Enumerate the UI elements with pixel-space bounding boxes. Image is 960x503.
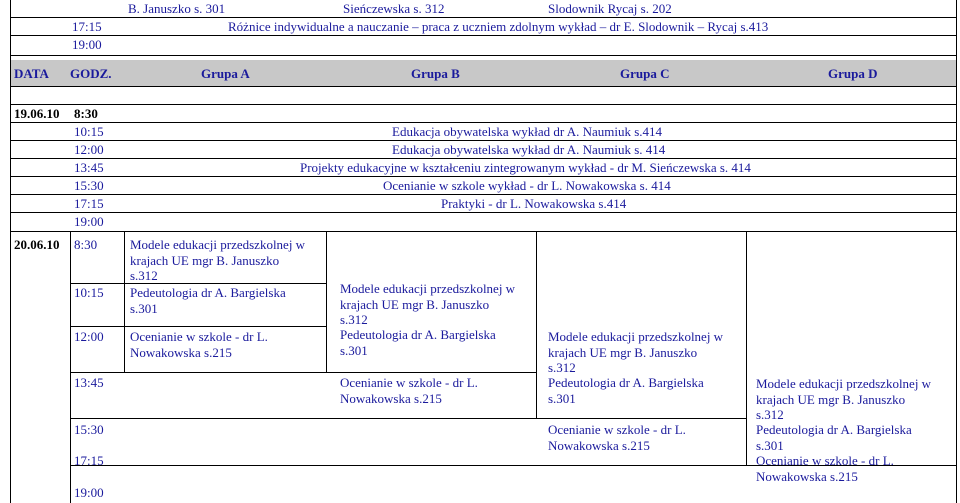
header-time: GODZ. [70,66,112,81]
divider [10,17,956,18]
top-row-a: B. Januszko s. 301 [128,1,226,16]
top-row-c: Slodownik Rycaj s. 202 [548,1,672,16]
day1-event-1530: Ocenianie w szkole wykład - dr L. Nowakowska s. 414 [383,178,671,193]
day1-time-1345: 13:45 [74,160,104,175]
d-ped-line2: s.301 [756,438,784,453]
a-oc-line2: Nowakowska s.215 [130,345,232,360]
d-ped-line1: Pedeutologia dr A. Bargielska [756,422,912,437]
grid-line [536,232,537,418]
divider [10,140,956,141]
c-model-line1: Modele edukacji przedszkolnej w [548,329,724,344]
a-model-line3: s.312 [130,268,158,283]
d-oc-line1: Ocenianie w szkole - dr L. [756,453,894,468]
day2-time-1715: 17:15 [74,453,104,468]
divider [70,372,536,373]
grid-line [326,232,327,372]
divider [10,55,956,56]
divider [10,212,956,213]
a-ped-line2: s.301 [130,301,158,316]
divider [10,122,956,123]
divider [10,86,956,87]
d-model-line1: Modele edukacji przedszkolnej w [756,376,932,391]
time-1900-top: 19:00 [72,37,102,52]
header-group-b: Grupa B [411,66,460,81]
time-1715-top: 17:15 [72,19,102,34]
a-model-line1: Modele edukacji przedszkolnej w [130,237,306,252]
header-date: DATA [14,66,49,81]
table-header-bar [10,60,956,86]
day1-time-830: 8:30 [74,106,98,121]
grid-line [124,232,125,372]
divider [10,158,956,159]
divider [10,194,956,195]
b-model-line2: krajach UE mgr B. Januszko [340,297,490,312]
a-oc-line1: Ocenianie w szkole - dr L. [130,329,268,344]
b-model-line3: s.312 [340,312,368,327]
a-ped-line1: Pedeutologia dr A. Bargielska [130,285,286,300]
day2-time-1530: 15:30 [74,422,104,437]
b-oc-line2: Nowakowska s.215 [340,391,442,406]
a-model-line2: krajach UE mgr B. Januszko [130,253,280,268]
header-group-d: Grupa D [828,66,878,81]
day2-time-1345: 13:45 [74,375,104,390]
top-row-b: Sieńczewska s. 312 [343,1,445,16]
day2-time-1900: 19:00 [74,485,104,500]
divider [10,104,956,105]
divider [10,231,956,232]
c-model-line2: krajach UE mgr B. Januszko [548,345,698,360]
day1-time-1715: 17:15 [74,196,104,211]
c-oc-line1: Ocenianie w szkole - dr L. [548,422,686,437]
b-oc-line1: Ocenianie w szkole - dr L. [340,375,478,390]
c-oc-line2: Nowakowska s.215 [548,438,650,453]
day1-event-1200: Edukacja obywatelska wykład dr A. Naumiuk s. 414 [392,142,666,157]
day1-event-1715: Praktyki - dr L. Nowakowska s.414 [441,196,627,211]
header-group-c: Grupa C [620,66,670,81]
b-model-line1: Modele edukacji przedszkolnej w [340,281,516,296]
c-ped-line2: s.301 [548,391,576,406]
grid-line [746,232,747,465]
day1-time-1015: 10:15 [74,124,104,139]
day2-time-1200: 12:00 [74,329,104,344]
day2-time-830: 8:30 [74,237,98,252]
day2-time-1015: 10:15 [74,285,104,300]
b-ped-line1: Pedeutologia dr A. Bargielska [340,327,496,342]
grid-line [956,0,957,503]
day2-date: 20.06.10 [14,237,60,252]
d-model-line2: krajach UE mgr B. Januszko [756,392,906,407]
divider [70,418,746,419]
day1-time-1900: 19:00 [74,214,104,229]
b-ped-line2: s.301 [340,343,368,358]
day1-time-1200: 12:00 [74,142,104,157]
divider [70,283,326,284]
grid-line [10,0,11,503]
day1-date: 19.06.10 [14,106,60,121]
header-group-a: Grupa A [201,66,250,81]
d-model-line3: s.312 [756,407,784,422]
d-oc-line2: Nowakowska s.215 [756,469,858,484]
divider [10,35,956,36]
day1-time-1530: 15:30 [74,178,104,193]
day1-event-1015: Edukacja obywatelska wykład dr A. Naumiuk s.414 [392,124,663,139]
event-top-1715: Różnice indywidualne a nauczanie – praca z uczniem zdolnym wykład – dr E. Slodownik – Rycaj s.413 [228,19,769,34]
divider [70,326,326,327]
c-model-line3: s.312 [548,360,576,375]
divider [10,176,956,177]
day1-event-1345: Projekty edukacyjne w kształceniu zintegrowanym wykład - dr M. Sieńczewska s. 414 [300,160,751,175]
c-ped-line1: Pedeutologia dr A. Bargielska [548,375,704,390]
grid-line [70,232,71,503]
